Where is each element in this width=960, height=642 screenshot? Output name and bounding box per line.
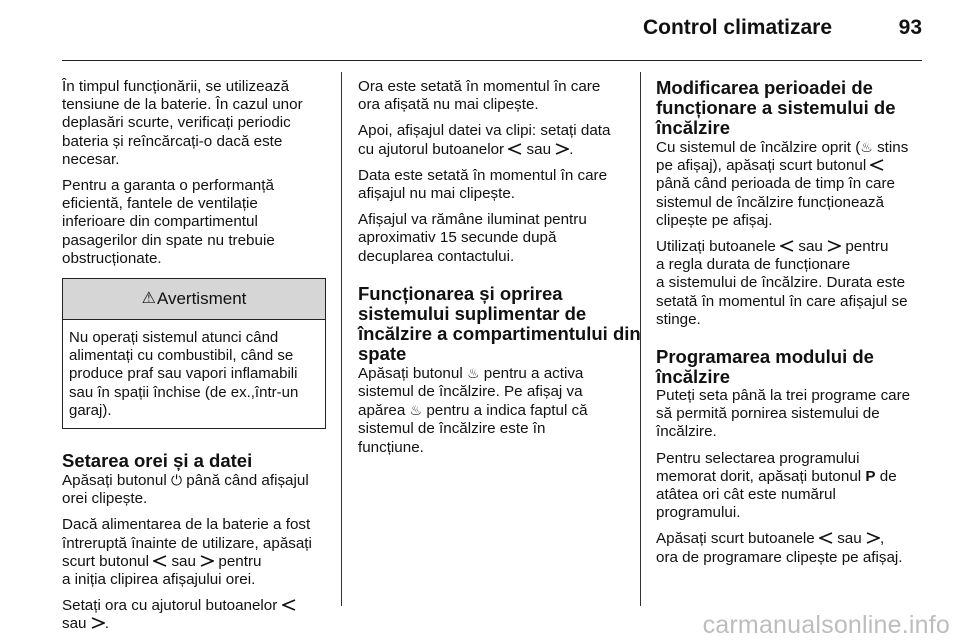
section-title-heater-on-off: Funcționarea și oprirea sistemului suplimentar de încălzire a compartimentului din spate xyxy=(358,282,641,364)
header-rule xyxy=(62,60,922,61)
paragraph-vents: Pentru a garanta o performanță eficientă, fantele de ventilație inferioare din compartimentul pasagerilor din spate nu trebuie obstrucționate. xyxy=(62,177,275,267)
paragraph-battery-interrupt: Dacă alimentarea de la baterie a fost întreruptă înainte de utilizare, apăsați scurt butonul sau pentru a iniția clipirea afișajului orei. xyxy=(62,516,312,589)
clock-icon: ⏻ xyxy=(170,472,183,489)
paragraph-three-programs: Puteți seta până la trei programe care să permită pornirea sistemului de încălzire. xyxy=(656,387,911,441)
section-title-time-date: Setarea orei și a datei xyxy=(62,450,253,472)
column-3 xyxy=(656,78,926,575)
left-arrow-button-icon xyxy=(153,555,167,567)
paragraph-select-program: Pentru selectarea programului memorat dorit, apăsați butonul P de atâtea ori cât este numărul programului. xyxy=(656,449,897,522)
paragraph-activate-heater: Apăsați butonul ♨ pentru a activa sistemul de încălzire. Pe afișaj va apărea ♨ pentru a indica faptul că sistemul de încălzire este în funcțiune. xyxy=(358,364,588,456)
right-arrow-button-icon xyxy=(555,143,569,155)
section-title-programming: Programarea modului de încălzire xyxy=(656,346,874,388)
paragraph-press-clock: Apăsați butonul ⏻ până când afișajul orei clipește. xyxy=(62,472,309,508)
watermark: carmanualsonline.info xyxy=(702,611,950,639)
left-arrow-button-icon xyxy=(780,240,794,252)
page-number: 93 xyxy=(898,16,922,39)
warning-body: Nu operați sistemul atunci când alimentați cu combustibil, când se produce praf sau vapori inflamabili sau în spații închise (de ex.,într-un garaj). xyxy=(69,329,299,419)
paragraph-heater-off: Cu sistemul de încălzire oprit (♨ stins pe afișaj), apăsați scurt butonul până când perioada de timp în care sistemul de încălzire funcționează clipește pe afișaj. xyxy=(656,139,909,229)
column-2 xyxy=(358,78,641,465)
heater-icon: ♨ xyxy=(860,139,873,155)
page-title: Control climatizare xyxy=(642,16,832,39)
left-arrow-button-icon xyxy=(819,532,833,544)
warning-triangle-icon: ⚠ xyxy=(141,289,156,307)
left-arrow-button-icon xyxy=(282,599,296,611)
paragraph-adjust-duration: Utilizați butoanele sau pentru a regla durata de funcționare a sistemului de încălzire. Durata este setată în momentul în care afișajul se stinge. xyxy=(656,238,908,328)
paragraph-battery: În timpul funcționării, se utilizează tensiune de la baterie. În cazul unor deplasări scurte, verificați periodic bateria și reîncărcați-o dacă este necesar. xyxy=(62,78,303,168)
right-arrow-button-icon xyxy=(827,240,841,252)
warning-title: Avertisment xyxy=(156,288,247,308)
paragraph-set-date: Apoi, afișajul datei va clipi: setați data cu ajutorul butoanelor sau . xyxy=(358,122,611,158)
paragraph-time-set: Ora este setată în momentul în care ora afișată nu mai clipește. xyxy=(358,78,601,114)
section-title-modify-period: Modificarea perioadei de funcționare a sistemului de încălzire xyxy=(656,77,896,138)
column-1 xyxy=(62,78,326,642)
right-arrow-button-icon xyxy=(866,532,880,544)
paragraph-display-lit: Afișajul va rămâne iluminat pentru aproximativ 15 secunde după decuplarea contactului. xyxy=(358,211,587,265)
left-arrow-button-icon xyxy=(508,143,522,155)
paragraph-program-time: Apăsați scurt butoanele sau , ora de programare clipește pe afișaj. xyxy=(656,530,903,566)
program-key-label: P xyxy=(865,467,876,485)
heater-icon: ♨ xyxy=(466,364,480,381)
page-header xyxy=(0,0,960,60)
right-arrow-button-icon xyxy=(200,555,214,567)
column-divider-1 xyxy=(341,72,342,606)
warning-header xyxy=(63,279,325,320)
right-arrow-button-icon xyxy=(91,617,105,629)
paragraph-set-time: Setați ora cu ajutorul butoanelor sau . xyxy=(62,597,326,633)
heater-icon: ♨ xyxy=(409,402,423,419)
warning-box xyxy=(62,278,326,429)
left-arrow-button-icon xyxy=(870,159,884,171)
paragraph-date-set: Data este setată în momentul în care afișajul nu mai clipește. xyxy=(358,166,608,203)
